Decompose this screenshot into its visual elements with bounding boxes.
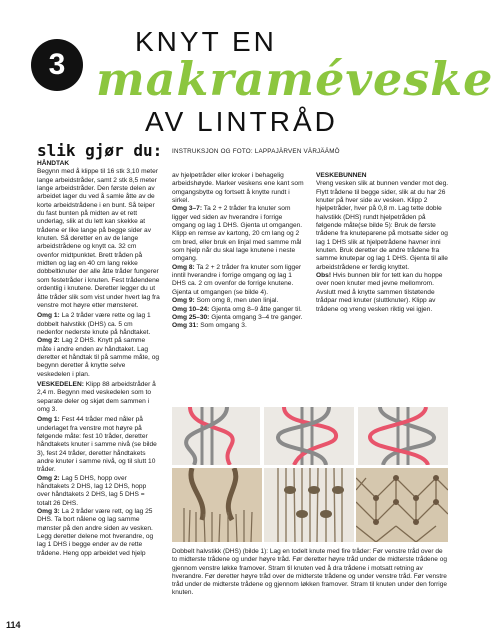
step-label: Omg 25–30: [172, 313, 210, 321]
heading-veskebunnen: VESKEBUNNEN [316, 172, 367, 179]
step-text: Gjenta omg 8–9 åtte ganger til. [211, 305, 302, 313]
note-label: Obs! [316, 272, 332, 280]
step-text: Som omgang 3. [200, 322, 247, 330]
knot-diagram-1 [172, 407, 260, 465]
step [37, 508, 160, 558]
page-number: 114 [6, 620, 21, 630]
note [316, 272, 451, 289]
step-text: Ta 2 + 2 tråder fra knuter som ligger ved siden av hverandre i forrige omgang og lag 1 DHS. Gjenta ut omgangen. Klipp en remse av kartong, 20 cm lang og 2 cm bred, eller bruk en linjal med samme mål som hjelp når du skal lage knutene i neste omgang. [172, 205, 303, 263]
photo-handle-fringe [172, 468, 262, 542]
paragraph: av hjelpetråder eller kroker i behagelig arbeidshøyde. Marker veskens ene kant som omgangsbytte og fortsett å knytte rundt i sirkel. [172, 172, 304, 205]
step [37, 381, 160, 414]
knot-diagram-3 [358, 407, 448, 465]
note-text: Hvis bunnen blir for tett kan du hoppe over noen knuter med jevne mellomrom. [316, 272, 443, 288]
step-text: Lag 2 DHS. Knytt på samme måte i andre enden av håndtaket. Lag deretter et håndtak til på samme måte, og begynn deretter å knytte selve veskedelen i plan. [37, 337, 160, 378]
step [172, 205, 305, 263]
step-label: VESKEDELEN: [37, 380, 84, 388]
step-text: Som omg 8, men uten linjal. [196, 297, 279, 305]
step-label: Omg 2: [37, 337, 60, 345]
credit-line: INSTRUKSJON OG FOTO: LAPPAJÄRVEN VÄRJÄÄMÖ [172, 148, 340, 155]
step-text: La 2 tråder være rette og lag 1 dobbelt halvstikk (DHS) ca. 5 cm nedenfor nederste knute på håndtaket. [37, 312, 151, 336]
step [172, 264, 305, 297]
step [172, 297, 305, 305]
section-title: slik gjør du: [37, 141, 163, 160]
paragraph: Begynn med å klippe til 16 stk 3,10 meter lange arbeidstråder, samt 2 stk 8,5 meter lange arbeidstråder. Den første delen av arbeidet lager du ved å samle åtte av de korte arbeidstrådene i en bunt. Så teiper du fast bunten på midten av et rett underlag, slik at du lett kan skekke at trådene er like lange på begge sider av knuten. Så deretter en av de lange arbeidstrådene og knytt ca. 32 cm ovenfor midtpunktet. Brett tråden på midten og lag en 40 cm lang rekke dobbeltknuter der alle åtte tråder fungerer som festetråder i knuten. Fest trådendene ordentlig i knutene. Deretter legger du ut åtte tråder slik som vist under hvert lag fra venstre mot høyre etter mønsteret. [37, 168, 160, 309]
paragraph: Vreng vesken slik at bunnen vender mot deg. Flytt trådene til begge sider, slik at du har 26 knuter på hver side av vesken. Klipp 2 hjelpetråder, hver på 0,8 m. Lag tette doble halvstikk (DHS) rundt hjelpetråden på følgende måte(se bilde 5): Bruk de første trådene fra knuteparene på motsatte sider og lag 1 DHS slik at hjelpetrådene havner inni knuten. Bruk deretter de andre trådene fra samme knutepar og lag 1 DHS. Gjenta til alle arbeidstrådene er ferdig knyttet. [316, 180, 449, 271]
step-label: Omg 31: [172, 322, 199, 330]
step-label: Omg 3: [37, 508, 60, 516]
title-line-2: makraméveske [96, 52, 494, 106]
step [172, 306, 305, 314]
step-label: Omg 1: [37, 416, 60, 424]
step-number-badge: 3 [31, 39, 83, 91]
step-text: La 2 tråder være rett, og lag 25 DHS. Ta bort nålene og lag samme mønster på den andre siden av vesken. Legg deretter delene mot hverandre, og lag 1 DHS i begge ender av de rette trådene. Heng opp arbeidet ved hjelp [37, 508, 154, 557]
title-line-1: KNYT EN [135, 26, 277, 57]
paragraph: Avslutt med å knytte sammen tilstøtende trådpar med knuter (sluttknuter). Klipp av trådene og vreng vesken riktig vei igjen. [316, 288, 436, 313]
title-line-3: AV LINTRÅD [145, 106, 338, 137]
step-label: Omg 1: [37, 312, 60, 320]
step-text: Fest 44 tråder med nåler på underlaget fra venstre mot høyre på følgende måte: fest 10 tråder, deretter håndtakets knuter i samme nivå (se bilde 3), fest 24 tråder, deretter håndtakets andre knuter i samme nivå, og til slutt 10 tråder. [37, 416, 157, 474]
column-1 [37, 160, 160, 558]
step-text: Lag 5 DHS, hopp over håndtakets 2 DHS, lag 12 DHS, hopp over håndtakets 2 DHS, lag 5 DHS = totalt 26 DHS. [37, 474, 147, 507]
step-text: Gjenta omgang 3–4 tre ganger. [211, 313, 303, 321]
step [37, 312, 160, 337]
step-label: Omg 3–7: [172, 205, 203, 213]
step [37, 475, 160, 508]
column-3 [316, 172, 451, 314]
step-text: Ta 2 + 2 tråder fra knuter som ligger inntil hverandre i forrige omgang og lag 1 DHS ca. 2 cm ovenfor de forrige knutene. Gjenta ut omgangen (se bilde 4). [172, 263, 302, 296]
step-label: Omg 2: [37, 474, 60, 482]
photo-cords [264, 468, 354, 542]
step-label: Omg 9: [172, 297, 195, 305]
heading-handtak: HÅNDTAK [37, 160, 70, 167]
column-2 [172, 172, 305, 331]
knot-diagram-2 [264, 407, 354, 465]
step-label: Omg 8: [172, 263, 195, 271]
step-label: Omg 10–24: [172, 305, 210, 313]
step-text: Klipp 88 arbeidstråder å 2,4 m. Begynn med veskedelen som to separate deler og skjøt dem sammen i omg 3. [37, 380, 156, 413]
step [37, 337, 160, 379]
photo-caption: Dobbelt halvstikk (DHS) (bilde 1): Lag en todelt knute med fire tråder: Før venstre tråd over de to midterste trådene og under høyre tråd. Før deretter høyre tråd under de midterste trådene og gjennom venstre løkke framover. Stram til knuten ved å dra trådene i motsatt retning av hverandre. Før deretter høyre tråd over de midterste trådene og under venstre tråd. Før venstre tråd under de midterste trådene og gjennom løkken framover. Stram til knuten under den forrige knuten. [172, 548, 447, 597]
step [37, 416, 160, 474]
step [172, 322, 305, 330]
photo-net-pattern [356, 468, 448, 542]
step [172, 314, 305, 322]
